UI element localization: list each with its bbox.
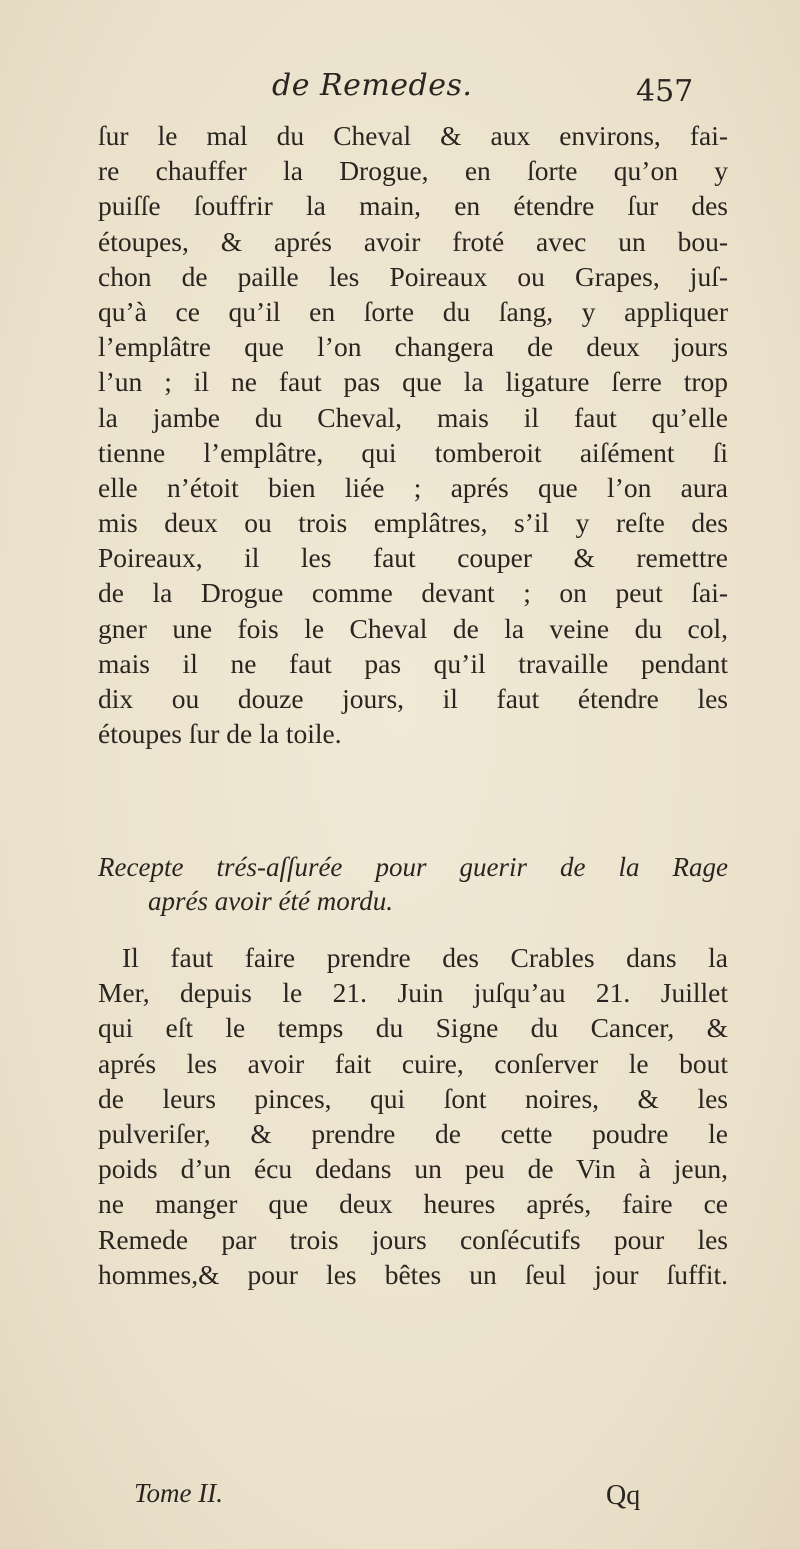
text-line: hommes,& pour les bêtes un ſeul jour ſuffit. (98, 1258, 728, 1290)
text-line: Mer, depuis le 21. Juin juſqu’au 21. Juillet (98, 977, 728, 1009)
tome-label: Tome II. (134, 1478, 224, 1508)
text-line: Poireaux, il les faut couper & remettre (98, 542, 728, 574)
text-line: elle n’étoit bien liée ; aprés que l’on aura (98, 471, 728, 503)
text-line: pulveriſer, & prendre de cette poudre le (98, 1117, 728, 1149)
text-line: étoupes ſur de la toile. (98, 718, 342, 750)
section-heading (98, 850, 728, 918)
text-line: de la Drogue comme devant ; on peut ſai- (98, 577, 728, 609)
text-line: qu’à ce qu’il en ſorte du ſang, y appliquer (98, 295, 728, 327)
text-line: dix ou douze jours, il faut étendre les (98, 683, 728, 714)
running-head: de Remedes. (272, 68, 473, 103)
text-line: aprés les avoir fait cuire, conſerver le bout (98, 1047, 728, 1079)
text-line: mis deux ou trois emplâtres, s’il y reſte des (98, 507, 728, 539)
signature-mark: Qq (606, 1480, 641, 1511)
text-line: étoupes, & aprés avoir froté avec un bou- (98, 225, 728, 257)
text-line: l’emplâtre que l’on changera de deux jours (98, 331, 728, 363)
text-line: ne manger que deux heures aprés, faire ce (98, 1188, 728, 1220)
text-line: mais il ne faut pas qu’il travaille pendant (98, 647, 728, 679)
text-line: gner une fois le Cheval de la veine du col, (98, 612, 728, 644)
page-footer (0, 1478, 800, 1518)
paragraph-remedy-horse (98, 118, 728, 751)
text-line: qui eſt le temps du Signe du Cancer, & (98, 1012, 728, 1044)
text-line: poids d’un écu dedans un peu de Vin à jeun, (98, 1153, 728, 1185)
text-line: Il faut faire prendre des Crables dans la (122, 942, 728, 973)
page-header (0, 68, 800, 112)
heading-line: aprés avoir été mordu. (148, 886, 393, 916)
text-line: chon de paille les Poireaux ou Grapes, juſ- (98, 260, 728, 292)
text-line: Remede par trois jours conſécutifs pour les (98, 1223, 728, 1255)
text-line: tienne l’emplâtre, qui tomberoit aiſément ſi (98, 436, 728, 468)
text-line: de leurs pinces, qui ſont noires, & les (98, 1082, 728, 1114)
paragraph-remedy-rage (98, 940, 728, 1292)
text-line: l’un ; il ne faut pas que la ligature ſerre trop (98, 366, 728, 398)
text-line: la jambe du Cheval, mais il faut qu’elle (98, 401, 728, 433)
text-line: re chauffer la Drogue, en ſorte qu’on y (98, 155, 728, 187)
page-number: 457 (636, 74, 694, 109)
text-line: ſur le mal du Cheval & aux environs, fai- (98, 120, 728, 151)
text-line: puiſſe ſouffrir la main, en étendre ſur des (98, 190, 728, 222)
heading-line: Recepte trés-aſſurée pour guerir de la Rage (98, 852, 728, 882)
